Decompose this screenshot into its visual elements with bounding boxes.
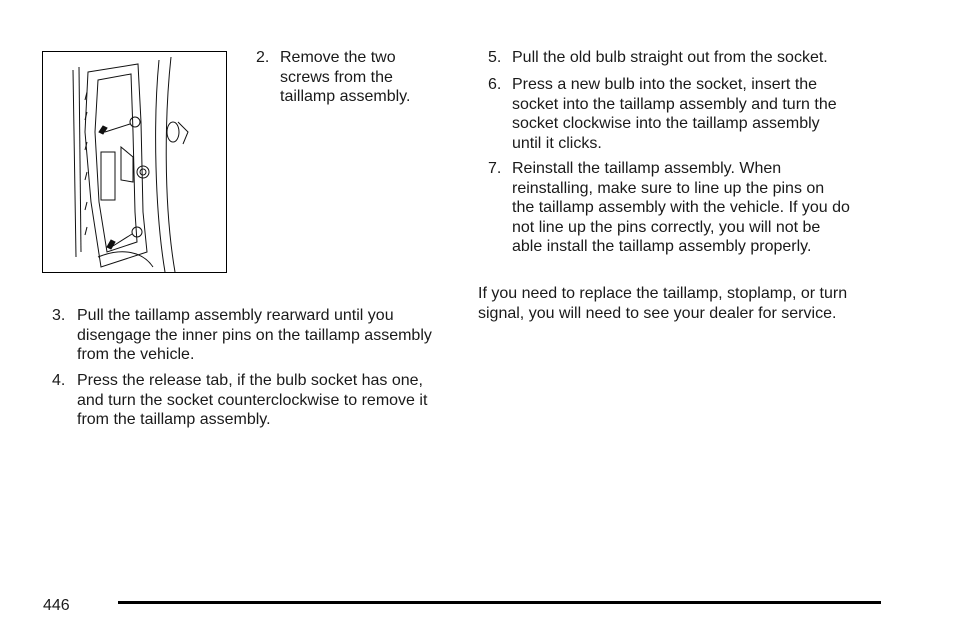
step-number: 5. (488, 49, 502, 66)
step-text: Press a new bulb into the socket, insert the socket into the taillamp assembly and turn the socket clockwise into the taillamp assembly until it clicks. (512, 76, 837, 152)
step-number: 4. (52, 372, 66, 389)
footer-rule (118, 601, 881, 604)
step-text: Press the release tab, if the bulb socket has one, and turn the socket counterclockwise to remove it from the taillamp assembly. (77, 372, 428, 429)
taillamp-illustration (42, 51, 227, 273)
closing-paragraph: If you need to replace the taillamp, stoplamp, or turn signal, you will need to see your dealer for service. (478, 285, 848, 322)
step-6 (488, 75, 850, 153)
step-text: Remove the two screws from the taillamp assembly. (280, 49, 411, 106)
taillamp-screws-icon (43, 52, 227, 273)
step-number: 7. (488, 160, 502, 177)
step-4 (52, 371, 437, 430)
step-text: Reinstall the taillamp assembly. When reinstalling, make sure to line up the pins on the taillamp assembly with the vehicle. If you do not line up the pins correctly, you will not be able install the taillamp assembly properly. (512, 160, 850, 256)
step-2 (256, 48, 446, 107)
step-7 (488, 159, 850, 257)
step-number: 3. (52, 307, 66, 324)
step-text: Pull the taillamp assembly rearward until you disengage the inner pins on the taillamp assembly from the vehicle. (77, 307, 432, 364)
step-3 (52, 306, 437, 365)
step-text: Pull the old bulb straight out from the socket. (512, 49, 828, 66)
step-number: 6. (488, 76, 502, 93)
page-number: 446 (43, 597, 70, 614)
step-5 (488, 48, 873, 68)
step-number: 2. (256, 49, 270, 66)
